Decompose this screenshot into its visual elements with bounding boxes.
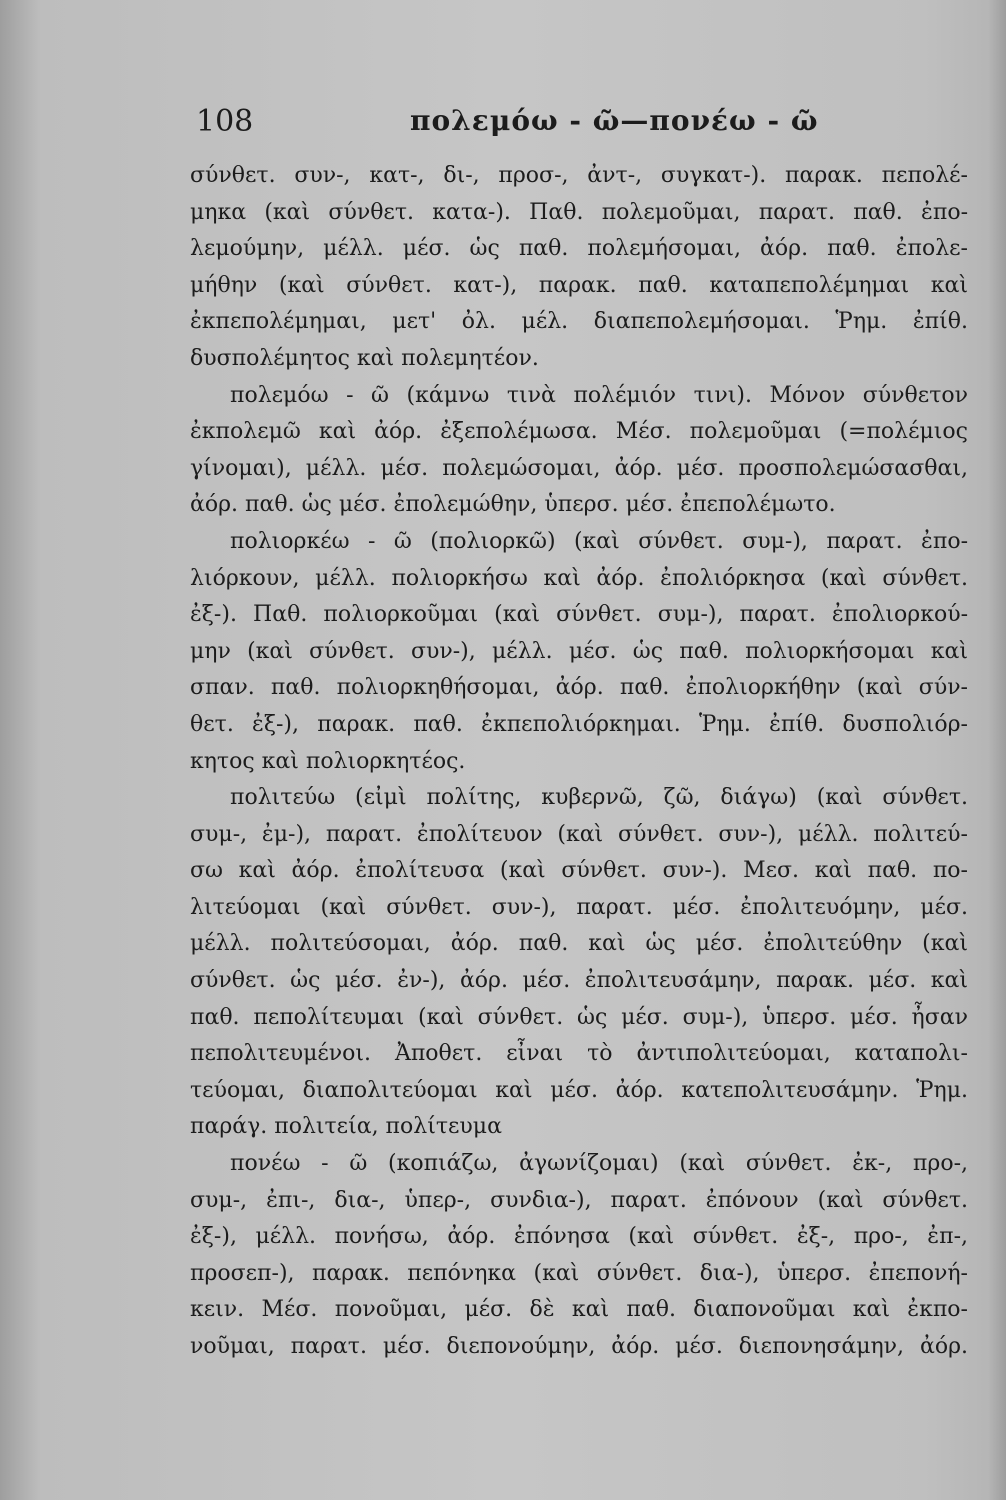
text-line: κητος καὶ πολιορκητέος. — [190, 748, 466, 774]
page-number: 108 — [196, 104, 254, 139]
entry-headword-line: πονέω - ῶ (κοπιάζω, ἀγωνίζομαι) (καὶ σύνθετ. ἐκ-, προ-, — [230, 1151, 968, 1177]
page-edge-shadow — [988, 0, 1006, 1500]
text-line: προσεπ-), παρακ. πεπόνηκα (καὶ σύνθετ. δια-), ὑπερσ. ἐπεπονή- — [190, 1260, 968, 1286]
entry-headword-line: πολιτεύω (εἰμὶ πολίτης, κυβερνῶ, ζῶ, διάγω) (καὶ σύνθετ. — [230, 785, 968, 811]
text-line: ἐξ-). Παθ. πολιορκοῦμαι (καὶ σύνθετ. συμ-), παρατ. ἐπολιορκού- — [190, 602, 968, 628]
dictionary-text — [190, 158, 968, 1366]
text-line: σύνθετ. συν-, κατ-, δι-, προσ-, ἀντ-, συγκατ-). παρακ. πεπολέ- — [190, 163, 968, 188]
text-line: γίνομαι), μέλλ. μέσ. πολεμώσομαι, ἀόρ. μέσ. προσπολεμώσασθαι, — [190, 455, 968, 481]
text-line: μήθην (καὶ σύνθετ. κατ-), παρακ. παθ. καταπεπολέμημαι καὶ — [190, 272, 968, 298]
text-line: θετ. ἐξ-), παρακ. παθ. ἐκπεπολιόρκημαι. Ῥημ. ἐπίθ. δυσπολιόρ- — [190, 711, 968, 737]
text-line: σύνθετ. ὡς μέσ. ἐν-), ἀόρ. μέσ. ἐπολιτευσάμην, παρακ. μέσ. καὶ — [190, 968, 968, 994]
text-line: λεμούμην, μέλλ. μέσ. ὡς παθ. πολεμήσομαι, ἀόρ. παθ. ἐπολε- — [190, 236, 968, 262]
entry-headword-line: πολιορκέω - ῶ (πολιορκῶ) (καὶ σύνθετ. συμ-), παρατ. ἐπο- — [230, 528, 968, 554]
running-head: πολεμόω - ῶ—πονέω - ῶ — [410, 104, 819, 137]
text-line: μηκα (καὶ σύνθετ. κατα-). Παθ. πολεμοῦμαι, παρατ. παθ. ἐπο- — [190, 199, 968, 225]
text-line: συμ-, ἐπι-, δια-, ὑπερ-, συνδια-), παρατ. ἐπόνουν (καὶ σύνθετ. — [190, 1187, 968, 1213]
text-line: μην (καὶ σύνθετ. συν-), μέλλ. μέσ. ὡς παθ. πολιορκήσομαι καὶ — [190, 638, 968, 664]
text-line: τεύομαι, διαπολιτεύομαι καὶ μέσ. ἀόρ. κατεπολιτευσάμην. Ῥημ. — [190, 1077, 968, 1103]
text-line: συμ-, ἐμ-), παρατ. ἐπολίτευον (καὶ σύνθετ. συν-), μέλλ. πολιτεύ- — [190, 821, 968, 847]
text-line: ἐκπεπολέμημαι, μετ' ὀλ. μέλ. διαπεπολεμήσομαι. Ῥημ. ἐπίθ. — [190, 309, 968, 335]
text-line: λιτεύομαι (καὶ σύνθετ. συν-), παρατ. μέσ. ἐπολιτευόμην, μέσ. — [190, 894, 968, 920]
page-header — [188, 104, 968, 144]
text-line: κειν. Μέσ. πονοῦμαι, μέσ. δὲ καὶ παθ. διαπονοῦμαι καὶ ἐκπο- — [190, 1297, 968, 1323]
text-line: ἀόρ. παθ. ὡς μέσ. ἐπολεμώθην, ὑπερσ. μέσ. ἐπεπολέμωτο. — [190, 492, 836, 518]
text-line: σω καὶ ἀόρ. ἐπολίτευσα (καὶ σύνθετ. συν-). Μεσ. καὶ παθ. πο- — [190, 858, 968, 884]
text-line: δυσπολέμητος καὶ πολεμητέον. — [190, 345, 539, 371]
text-line: σπαν. παθ. πολιορκηθήσομαι, ἀόρ. παθ. ἐπολιορκήθην (καὶ σύν- — [190, 675, 968, 701]
text-line: ἐξ-), μέλλ. πονήσω, ἀόρ. ἐπόνησα (καὶ σύνθετ. ἐξ-, προ-, ἐπ-, — [190, 1224, 968, 1250]
text-line: ἐκπολεμῶ καὶ ἀόρ. ἐξεπολέμωσα. Μέσ. πολεμοῦμαι (=πολέμιος — [190, 419, 968, 445]
text-line: μέλλ. πολιτεύσομαι, ἀόρ. παθ. καὶ ὡς μέσ. ἐπολιτεύθην (καὶ — [190, 931, 968, 957]
text-line: πεπολιτευμένοι. Ἀποθετ. εἶναι τὸ ἀντιπολιτεύομαι, καταπολι- — [190, 1041, 968, 1067]
text-line: παθ. πεπολίτευμαι (καὶ σύνθετ. ὡς μέσ. συμ-), ὑπερσ. μέσ. ἦσαν — [190, 1004, 968, 1030]
entry-headword-line: πολεμόω - ῶ (κάμνω τινὰ πολέμιόν τινι). Μόνον σύνθετον — [230, 382, 968, 408]
text-line: λιόρκουν, μέλλ. πολιορκήσω καὶ ἀόρ. ἐπολιόρκησα (καὶ σύνθετ. — [190, 565, 968, 591]
text-line: νοῦμαι, παρατ. μέσ. διεπονούμην, ἀόρ. μέσ. διεπονησάμην, ἀόρ. — [190, 1334, 968, 1359]
text-line: παράγ. πολιτεία, πολίτευμα — [190, 1114, 502, 1140]
